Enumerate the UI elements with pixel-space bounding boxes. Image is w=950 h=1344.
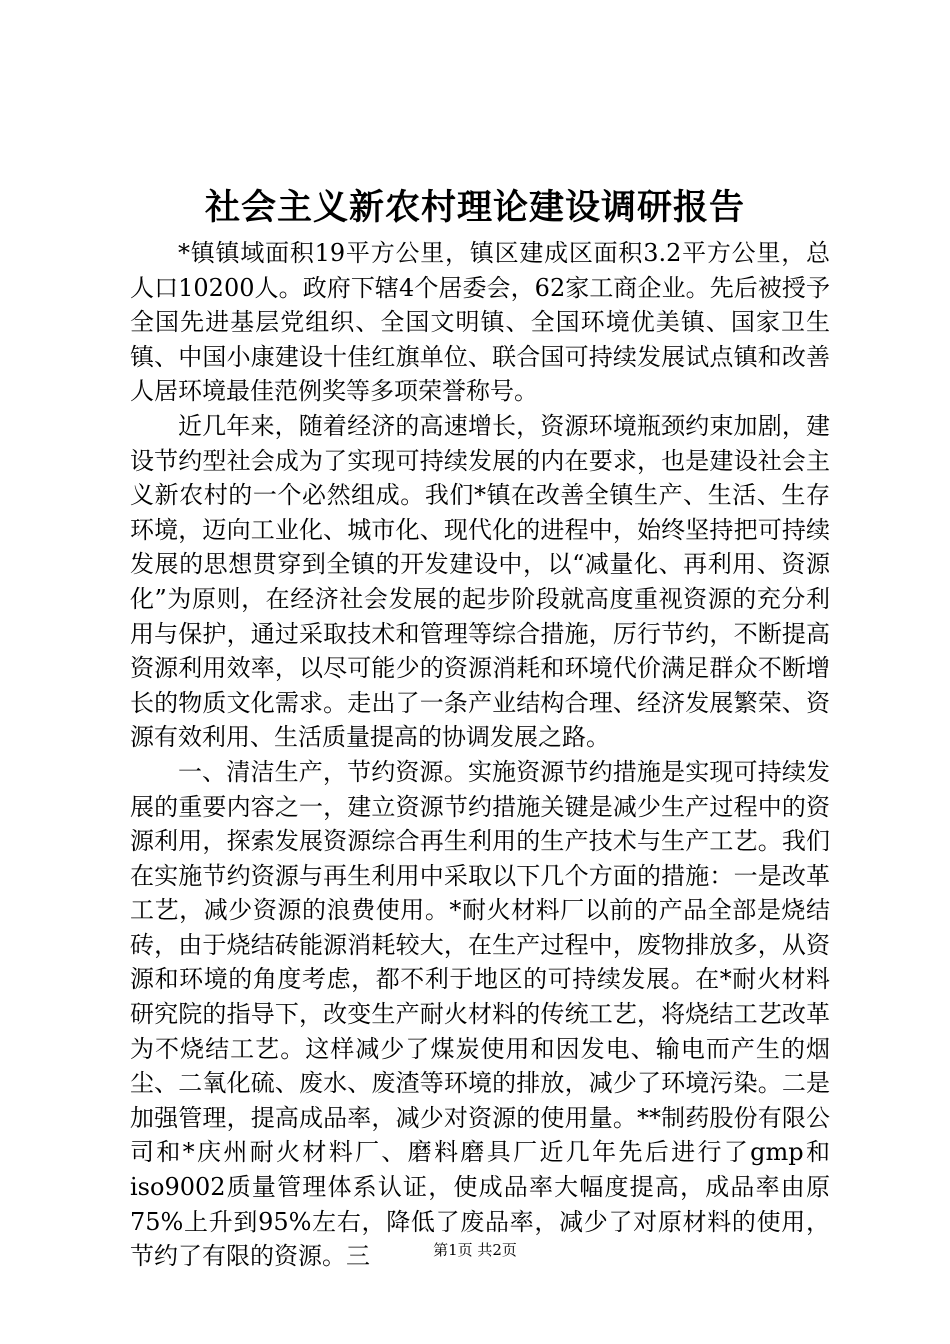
paragraph-background: 近几年来，随着经济的高速增长，资源环境瓶颈约束加剧，建设节约型社会成为了实现可持续发展的内在要求，也是建设社会主义新农村的一个必然组成。我们*镇在改善全镇生产、生活、生存环境，迈向工业化、城市化、现代化的进程中，始终坚持把可持续发展的思想贯穿到全镇的开发建设中，以“减量化、再利用、资源化”为原则，在经济社会发展的起步阶段就高度重视资源的充分利用与保护，通过采取技术和管理等综合措施，厉行节约，不断提高资源利用效率，以尽可能少的资源消耗和环境代价满足群众不断增长的物质文化需求。走出了一条产业结构合理、经济发展繁荣、资源有效利用、生活质量提高的协调发展之路。 xyxy=(130,411,830,752)
document-body xyxy=(130,236,830,1274)
paragraph-clean-production: 一、清洁生产，节约资源。实施资源节约措施是实现可持续发展的重要内容之一，建立资源节约措施关键是减少生产过程中的资源利用，探索发展资源综合再生利用的生产技术与生产工艺。我们在实施节约资源与再生利用中采取以下几个方面的措施：一是改革工艺，减少资源的浪费使用。*耐火材料厂以前的产品全部是烧结砖，由于烧结砖能源消耗较大，在生产过程中，废物排放多，从资源和环境的角度考虑，都不利于地区的可持续发展。在*耐火材料研究院的指导下，改变生产耐火材料的传统工艺，将烧结工艺改革为不烧结工艺。这样减少了煤炭使用和因发电、输电而产生的烟尘、二氧化硫、废水、废渣等环境的排放，减少了环境污染。二是加强管理，提高成品率，减少对资源的使用量。**制药股份有限公司和*庆州耐火材料厂、磨料磨具厂近几年先后进行了gmp和iso9002质量管理体系认证，使成品率大幅度提高，成品率由原75%上升到95%左右，降低了废品率，减少了对原材料的使用，节约了有限的资源。三 xyxy=(130,757,830,1271)
page-footer: 第1页 共2页 xyxy=(433,1241,517,1259)
paragraph-intro: *镇镇域面积19平方公里，镇区建成区面积3.2平方公里，总人口10200人。政府下辖4个居委会，62家工商企业。先后被授予全国先进基层党组织、全国文明镇、全国环境优美镇、国家卫生镇、中国小康建设十佳红旗单位、联合国可持续发展试点镇和改善人居环境最佳范例奖等多项荣誉称号。 xyxy=(130,239,830,406)
document-title: 社会主义新农村理论建设调研报告 xyxy=(204,187,745,228)
